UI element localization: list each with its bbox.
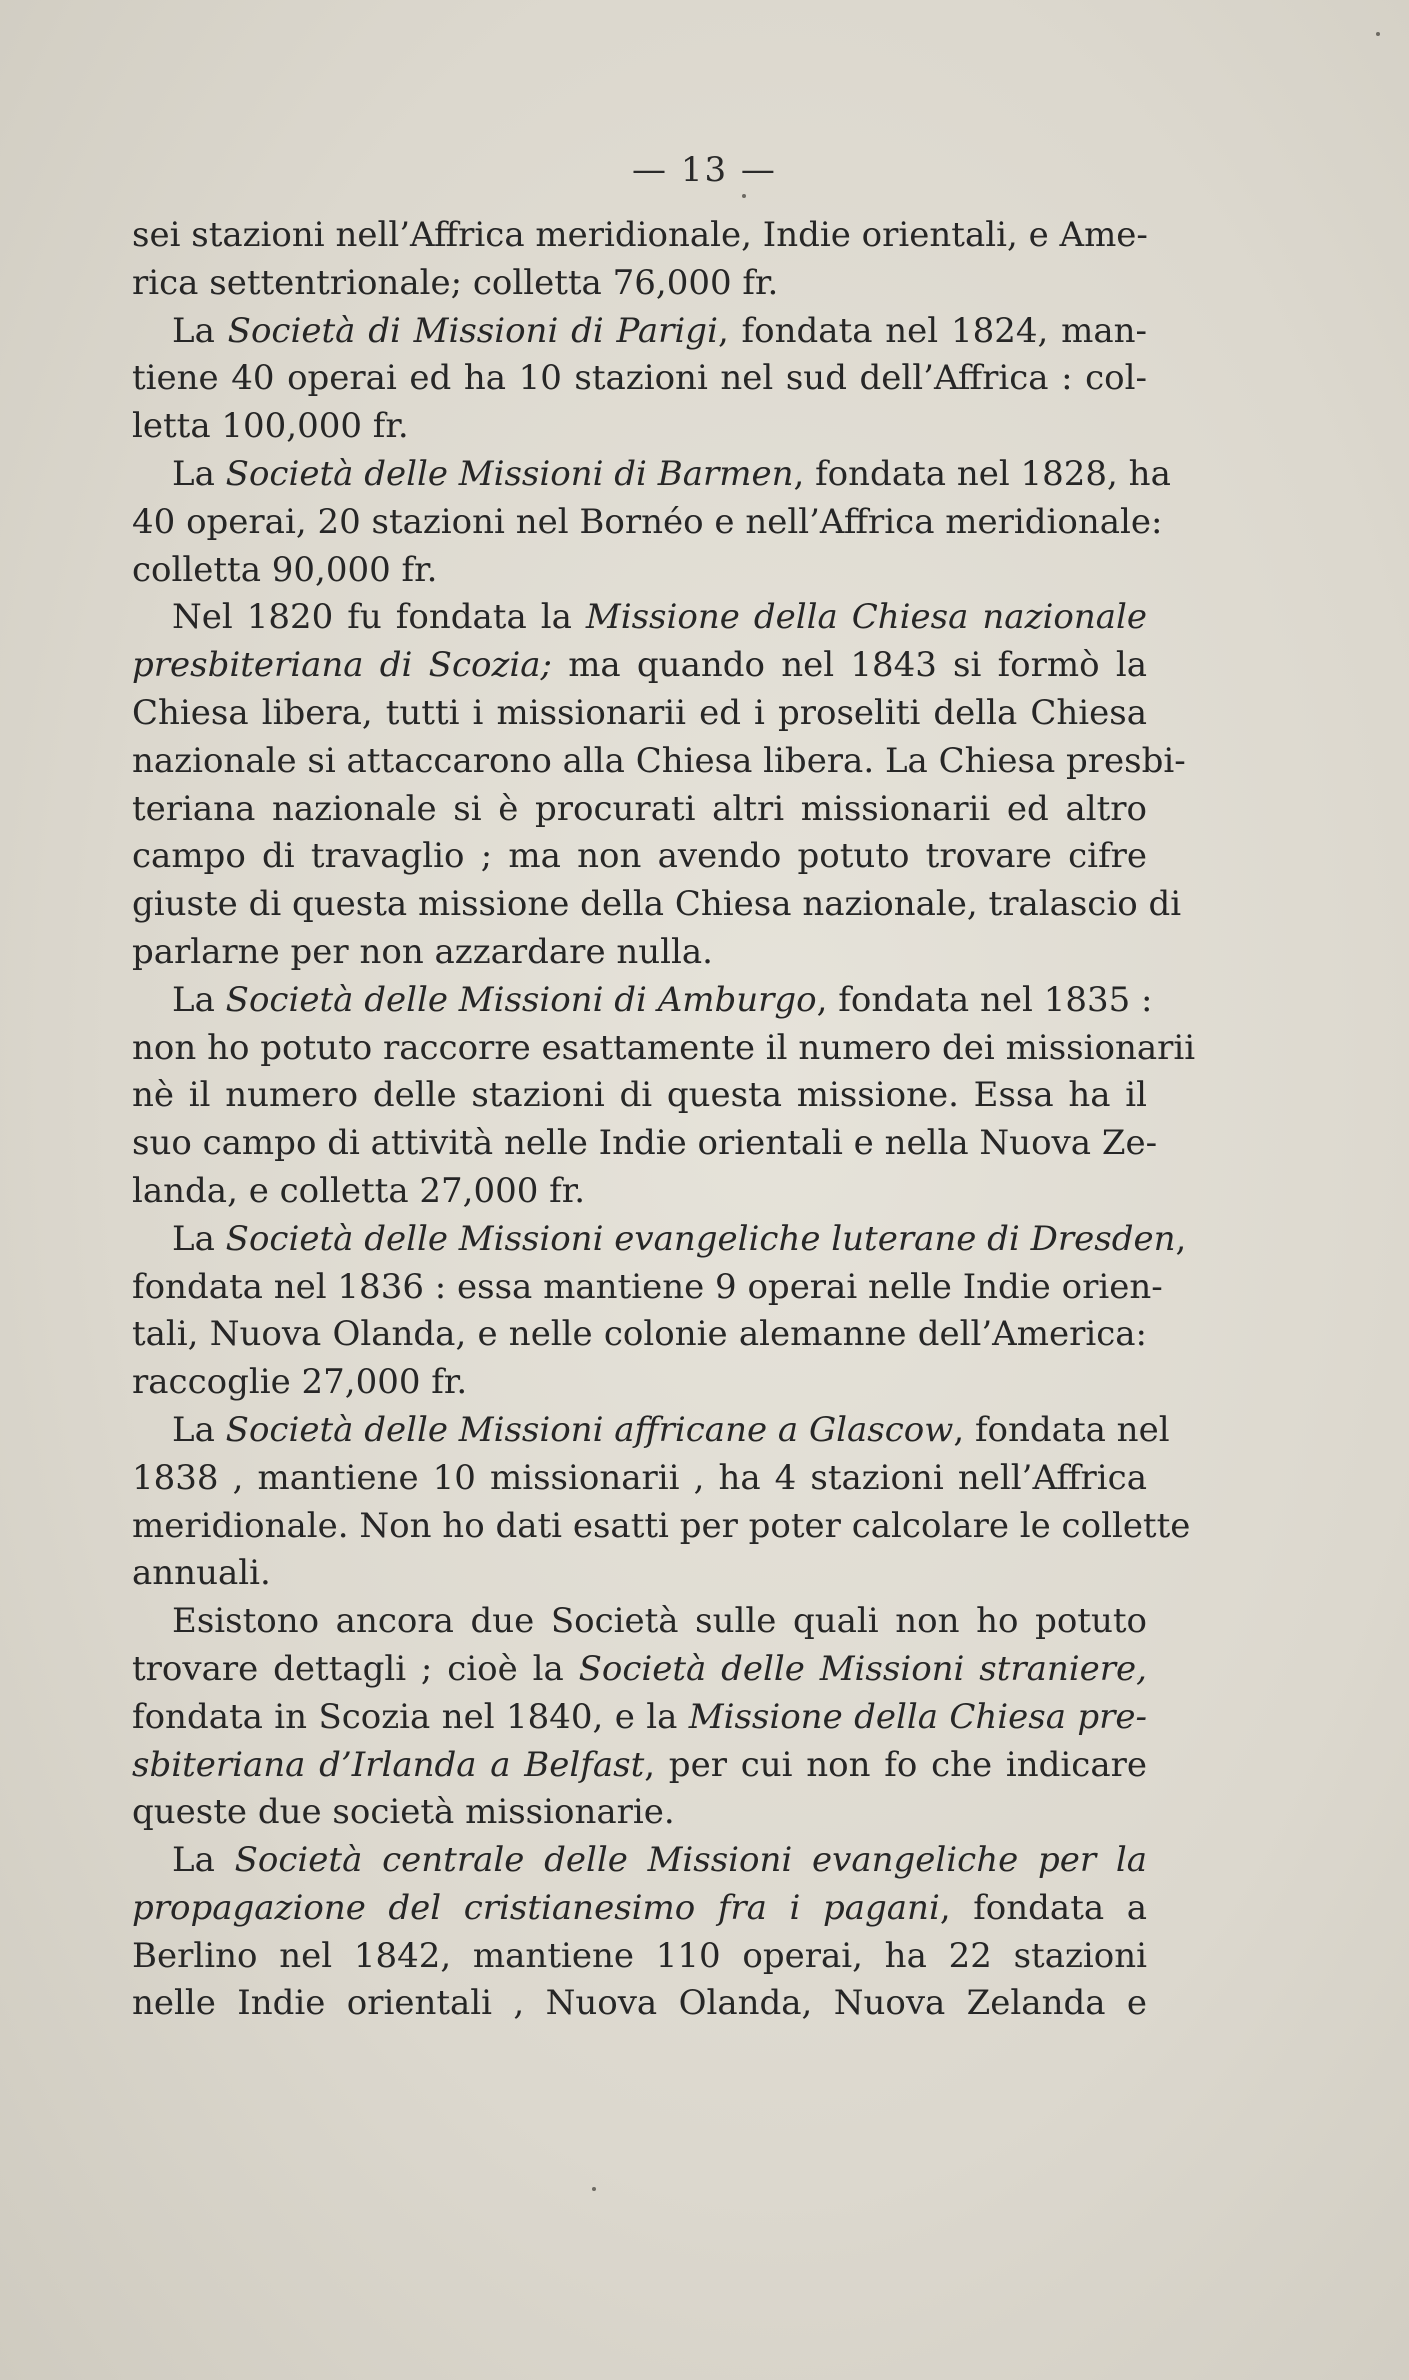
text-line [132, 690, 1147, 738]
text-line [132, 1646, 1147, 1694]
text-line [132, 1120, 1158, 1168]
text-segment: sei stazioni nell’Affrica meridionale, Indie orientali, e Ame- [132, 215, 1148, 255]
text-line [132, 212, 1147, 260]
ink-speck [592, 2187, 596, 2191]
text-segment: parlarne per non azzardare nulla. [132, 931, 713, 972]
text-segment: suo campo di attività nelle Indie orientali e nella Nuova Ze- [132, 1123, 1158, 1164]
text-segment: meridionale. Non ho dati esatti per poter calcolare le collette [132, 1505, 1191, 1546]
text-segment: La [172, 1218, 226, 1259]
text-line [132, 1311, 1147, 1359]
text-line [132, 642, 1147, 690]
text-line [132, 786, 1147, 834]
italic-text: Società delle Missioni di Amburgo [225, 979, 817, 1020]
text-segment: Chiesa libera, tutti i missionarii ed i proseliti della Chiesa [132, 692, 1147, 733]
text-line [132, 1789, 1147, 1837]
text-segment: , per cui non fo che indicare [644, 1744, 1147, 1785]
text-line [132, 1168, 1147, 1216]
text-segment: annuali. [132, 1553, 271, 1594]
text-segment: , fondata a [939, 1887, 1147, 1928]
italic-text: Società delle Missioni straniere, [578, 1648, 1147, 1689]
text-segment: La [172, 1840, 235, 1881]
text-line [132, 1837, 1147, 1885]
italic-text: Società centrale delle Missioni evangeliche per la [234, 1840, 1148, 1881]
text-line [132, 1359, 1147, 1407]
text-line [132, 738, 1186, 786]
italic-text: Missione della Chiesa pre- [688, 1696, 1148, 1737]
text-segment: nazionale si attaccarono alla Chiesa libera. La Chiesa presbi- [132, 740, 1186, 781]
text-segment: fondata in Scozia nel 1840, e la [132, 1696, 689, 1737]
italic-text: Missione della Chiesa nazionale [585, 597, 1147, 638]
text-segment: queste due società missionarie. [132, 1792, 675, 1833]
text-line [132, 1933, 1147, 1981]
text-segment: nè il numero delle stazioni di questa missione. Essa ha il [132, 1075, 1147, 1116]
text-line [132, 547, 1147, 595]
text-line [132, 1503, 1191, 1551]
text-segment: giuste di questa missione della Chiesa nazionale, tralascio di [132, 884, 1182, 925]
text-segment: , fondata nel 1824, man- [717, 310, 1148, 351]
text-segment: , fondata nel 1835 : [816, 979, 1153, 1020]
text-line [132, 929, 1147, 977]
text-segment: La [172, 1409, 226, 1450]
italic-text: propagazione del cristianesimo fra i pagani [132, 1887, 940, 1928]
text-line [132, 594, 1147, 642]
text-segment: , fondata nel 1828, ha [793, 453, 1171, 494]
text-segment: non ho potuto raccorre esattamente il numero dei missionarii [132, 1027, 1196, 1068]
text-segment: La [172, 979, 226, 1020]
text-segment: rica settentrionale; colletta 76,000 fr. [132, 262, 779, 303]
text-line [132, 355, 1147, 403]
text-segment: , fondata nel [953, 1409, 1170, 1450]
text-line [132, 260, 1147, 308]
text-segment: landa, e colletta 27,000 fr. [132, 1170, 586, 1211]
text-segment: 1838 , mantiene 10 missionarii , ha 4 stazioni nell’Affrica [132, 1457, 1147, 1498]
ink-speck [742, 194, 746, 198]
text-line [132, 1694, 1147, 1742]
italic-text: presbiteriana di Scozia; [132, 645, 552, 686]
text-line [132, 1550, 1147, 1598]
italic-text: Società di Missioni di Parigi [227, 310, 718, 351]
italic-text: Società delle Missioni di Barmen [225, 453, 794, 494]
text-segment: raccoglie 27,000 fr. [132, 1362, 468, 1403]
text-line [132, 308, 1147, 356]
text-line [132, 403, 1147, 451]
text-line [132, 1025, 1196, 1073]
text-line [132, 1980, 1147, 2028]
text-segment: tali, Nuova Olanda, e nelle colonie alemanne dell’America: [132, 1314, 1147, 1355]
text-segment: nelle Indie orientali , Nuova Olanda, Nuova Zelanda e [132, 1983, 1147, 2024]
text-line [132, 451, 1171, 499]
text-segment: ma quando nel 1843 si formò la [551, 645, 1147, 686]
body-text [132, 212, 1196, 2028]
text-line [132, 881, 1182, 929]
text-line [132, 1216, 1187, 1264]
text-segment: teriana nazionale si è procurati altri missionarii ed altro [132, 788, 1147, 829]
text-segment: Berlino nel 1842, mantiene 110 operai, ha 22 stazioni [132, 1935, 1147, 1976]
text-line [132, 833, 1147, 881]
text-line [132, 1885, 1147, 1933]
text-line [132, 977, 1153, 1025]
text-segment: tiene 40 operai ed ha 10 stazioni nel sud dell’Affrica : col- [132, 358, 1147, 399]
text-line [132, 1407, 1170, 1455]
text-segment: La [172, 453, 226, 494]
ink-speck [1376, 32, 1380, 36]
italic-text: Società delle Missioni evangeliche luterane di Dresden [225, 1218, 1176, 1259]
text-segment: Esistono ancora due Società sulle quali non ho potuto [172, 1601, 1147, 1642]
text-segment: letta 100,000 fr. [132, 406, 409, 447]
italic-text: Società delle Missioni affricane a Glascow [225, 1409, 954, 1450]
text-segment: colletta 90,000 fr. [132, 549, 438, 590]
text-segment: campo di travaglio ; ma non avendo potuto trovare cifre [132, 836, 1147, 877]
text-segment: trovare dettagli ; cioè la [132, 1648, 579, 1689]
text-segment: , [1175, 1218, 1187, 1259]
text-line [132, 1598, 1147, 1646]
text-segment: 40 operai, 20 stazioni nel Bornéo e nell’Affrica meridionale: [132, 501, 1163, 542]
text-line [132, 1742, 1147, 1790]
text-line [132, 499, 1163, 547]
page-number: — 13 — [632, 150, 777, 190]
text-line [132, 1264, 1163, 1312]
text-line [132, 1455, 1147, 1503]
italic-text: sbiteriana d’Irlanda a Belfast [132, 1744, 645, 1785]
text-segment: Nel 1820 fu fondata la [172, 597, 586, 638]
text-segment: La [172, 310, 228, 351]
text-line [132, 1072, 1147, 1120]
text-segment: fondata nel 1836 : essa mantiene 9 operai nelle Indie orien- [132, 1266, 1163, 1307]
